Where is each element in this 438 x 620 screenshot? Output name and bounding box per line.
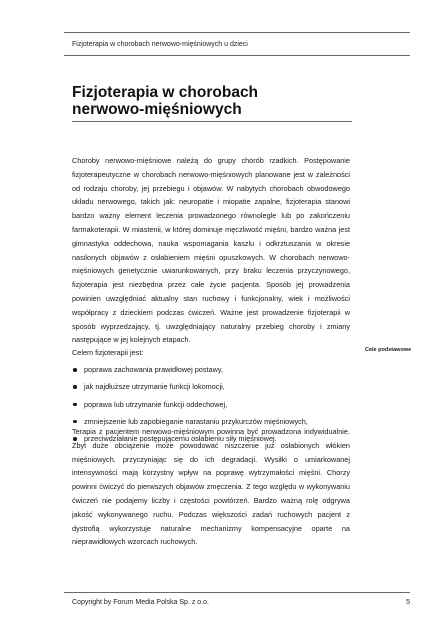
header-rule (64, 32, 410, 33)
list-item: zmniejszenie lub zapobieganie narastaniu przykurczów mięśniowych, (72, 413, 352, 430)
running-header: Fizjoterapia w chorobach nerwowo-mięśniowych u dzieci (72, 41, 248, 48)
header-bottom-rule (64, 55, 410, 56)
title-line-1: Fizjoterapia w chorobach (72, 84, 259, 101)
footer-rule (64, 592, 410, 593)
title-line-2: nerwowo-mięśniowych (72, 101, 242, 118)
page-title (72, 84, 352, 118)
paragraph-therapy: Terapia z pacjentem nerwowo-mięśniowym powinna być prowadzona indywidualnie. Zbyt duże obciążenie może powodować niszczenie już osłabionych włókien mięśniowych, przyczyniając się do ich degradacji. Wysiłki o umiarkowanej intensywności mają korzystny wpływ na poprawę wytrzymałości mięśni. Chorzy powinni ćwiczyć do pierwszych objawów zmęczenia. Z tego względu w wykonywaniu ćwiczeń nie podajemy liczby i częstości powtórzeń. Bardzo ważną rolę odgrywa jakość wykonywanego ruchu. Podczas większości zadań ruchowych pacjent z dystrofią wykorzystuje naturalne mechanizmy kompensacyjne oparte na nieprawidłowych wzorcach ruchowych. (72, 427, 350, 547)
list-item: poprawa lub utrzymanie funkcji oddechowej, (72, 396, 352, 413)
title-rule (72, 121, 352, 122)
footer-copyright: Copyright by Forum Media Polska Sp. z o.o. (72, 599, 209, 606)
page-number: 5 (406, 599, 410, 606)
list-item: jak najdłuższe utrzymanie funkcji lokomocji, (72, 378, 352, 395)
list-item: poprawa zachowania prawidłowej postawy, (72, 361, 352, 378)
margin-note: Cele podstawowe (365, 347, 412, 353)
goals-intro: Celem fizjoterapii jest: (72, 348, 144, 357)
list-item: przeciwdziałanie postępującemu osłabieniu siły mięśniowej. (72, 430, 352, 447)
paragraph-intro: Choroby nerwowo-mięśniowe należą do grupy chorób rzadkich. Postępowanie fizjoterapeutyczne w chorobach nerwowo-mięśniowych planowane jest w zależności od rodzaju choroby, jej przebiegu i objawów. W nabytych chorobach obwodowego układu nerwowego, takich jak: neuropatie i miopatie zapalne, fizjoterapia stanowi bardzo ważny element leczenia prowadzonego równolegle lub po zakończeniu farmakoterapii. W miastenii, w której dominuje męczliwość mięśni, bardzo ważna jest gimnastyka oddechowa, nauka wspomagania kaszlu i odkrztuszania w okresie nasilonych objawów z osłabieniem mięśni opuszkowych. W chorobach nerwowo-mięśniowych genetycznie uwarunkowanych, przy braku leczenia przyczynowego, fizjoterapia jest niezbędna przez całe życie pacjenta. Sposób jej prowadzenia powinien uwzględniać aktualny stan ruchowy i funkcjonalny, wiek i możliwości współpracy z dzieckiem podczas ćwiczeń. Ważne jest prowadzenie fizjoterapii w sposób wyprzedzający, tj. uwzględniający naturalny przebieg choroby i zmiany następujące w jej kolejnych etapach. (72, 156, 350, 345)
